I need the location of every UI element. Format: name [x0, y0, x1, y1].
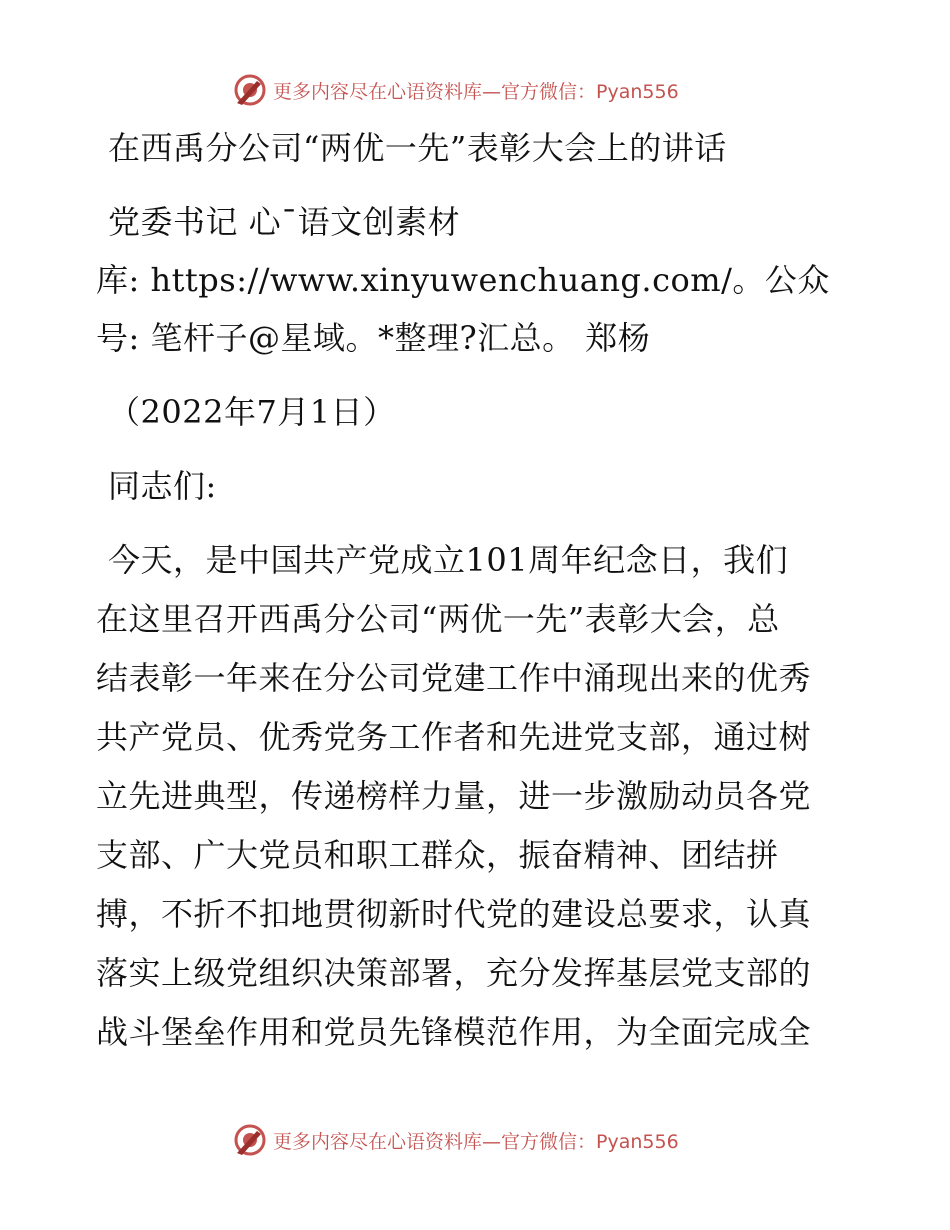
body-line: 结表彰一年来在分公司党建工作中涌现出来的优秀 — [96, 659, 812, 697]
salutation: 同志们: — [108, 467, 217, 505]
body-line: 今天，是中国共产党成立101周年纪念日，我们 — [108, 541, 789, 579]
banner-text: 更多内容尽在心语资料库—官方微信：Pyan556 — [273, 1130, 679, 1153]
document-title: 在西禹分公司“两优一先”表彰大会上的讲话 — [108, 129, 727, 167]
pen-logo-icon — [233, 73, 267, 107]
wechat-id: Pyan556 — [596, 80, 679, 103]
body-line: 共产党员、优秀党务工作者和先进党支部，通过树 — [96, 718, 812, 756]
header-banner — [233, 72, 713, 108]
pen-logo-icon — [233, 1123, 267, 1157]
footer-banner — [233, 1122, 713, 1158]
body-line: 搏，不折不扣地贯彻新时代党的建设总要求，认真 — [96, 895, 812, 933]
banner-text: 更多内容尽在心语资料库—官方微信：Pyan556 — [273, 80, 679, 103]
author-line-3: 号: 笔杆子@星域。*整理?汇总。 郑杨 — [96, 319, 651, 357]
body-line: 在这里召开西禹分公司“两优一先”表彰大会，总 — [96, 600, 780, 638]
wechat-id: Pyan556 — [596, 1130, 679, 1153]
body-line: 立先进典型，传递榜样力量，进一步激励动员各党 — [96, 777, 812, 815]
body-line: 战斗堡垒作用和党员先锋模范作用，为全面完成全 — [96, 1013, 812, 1051]
date-line: （2022年7月1日） — [108, 393, 396, 431]
body-line: 落实上级党组织决策部署，充分发挥基层党支部的 — [96, 954, 812, 992]
author-line-1: 党委书记 心¯语文创素材 — [108, 203, 461, 241]
author-line-2: 库: https://www.xinyuwenchuang.com/。公众 — [96, 261, 830, 299]
body-line: 支部、广大党员和职工群众，振奋精神、团结拼 — [96, 836, 779, 874]
